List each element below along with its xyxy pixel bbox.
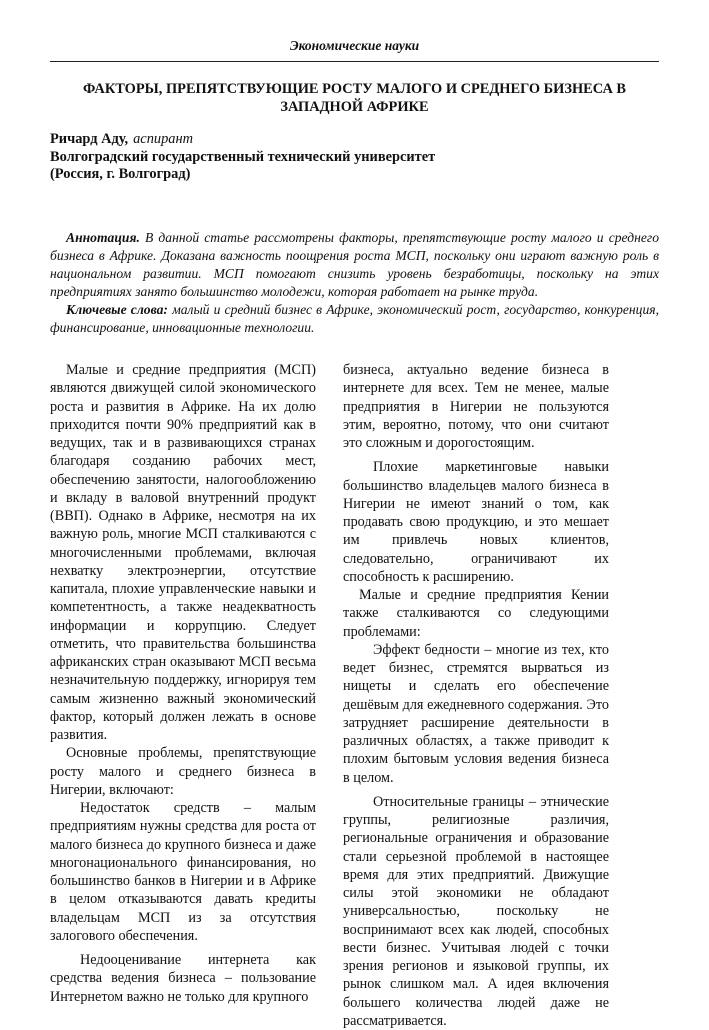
keywords-text: малый и средний бизнес в Африке, экономический рост, государство, конкуренция, финансирование, инновационные технологии. xyxy=(50,302,659,335)
abstract-paragraph xyxy=(50,229,659,301)
running-head: Экономические науки xyxy=(289,38,420,53)
author-block xyxy=(50,131,659,184)
body-column-right xyxy=(343,361,609,1030)
body-paragraph: бизнеса, актуально ведение бизнеса в интернете для всех. Тем не менее, малые предприятия в Нигерии не пользуются этим, вероятно, потому, что они считают это сложным и дорогостоящим. xyxy=(343,362,609,451)
abstract-text: В данной статье рассмотрены факторы, препятствующие росту малого и среднего бизнеса в Африке. Доказана важность поощрения роста МСП, поскольку они играют важную роль в национальном развитии. МСП помогают снизить уровень безработицы, поскольку на этих предприятиях занято большинство молодежи, которая работает на рынке труда. xyxy=(50,230,659,299)
abstract-label: Аннотация. xyxy=(66,230,140,245)
body-paragraph: Плохие маркетинговые навыки большинство владельцев малого бизнеса в Нигерии не имеют знаний о том, как продавать свою продукцию, и это мешает им привлечь новых клиентов, следовательно, ограничивают их способность к расширению. xyxy=(343,459,609,585)
abstract xyxy=(50,229,659,337)
keywords-paragraph xyxy=(50,301,659,337)
body-paragraph: Относительные границы – этнические группы, религиозные различия, региональные ограничения и образование стали серьезной проблемой в настоящее время для этих предприятий. Движущие силы этой экономики не обладают универсальностью, поскольку не воспринимают всех как людей, способных вести бизнес. Учитывая людей с точки зрения регионов и языковой группы, их рынок слишком мал. А идея включения большего количества людей даже не рассматривается. xyxy=(343,793,609,1029)
author-role: аспирант xyxy=(133,131,194,147)
institution: Волгоградский государственный технический университет xyxy=(50,148,436,165)
article-title: ФАКТОРЫ, ПРЕПЯТСТВУЮЩИЕ РОСТУ МАЛОГО И СРЕДНЕГО БИЗНЕСА В ЗАПАДНОЙ АФРИКЕ xyxy=(82,81,627,115)
header-rule xyxy=(50,61,659,62)
body-paragraph: Основные проблемы, препятствующие росту малого и среднего бизнеса в Нигерии, включают: xyxy=(50,745,316,798)
body-paragraph: Малые и средние предприятия Кении также сталкиваются со следующими проблемами: xyxy=(343,587,609,640)
body-paragraph: Эффект бедности – многие из тех, кто ведет бизнес, стремятся вырваться из нищеты и сделать его обеспечение дешёвым для ежедневного содержания. Это затрудняет расширение деятельности в различных областях, а также приводит к плохим бытовым условия ведения бизнеса в целом. xyxy=(343,641,609,786)
body-paragraph: Недостаток средств – малым предприятиям нужны средства для роста от малого бизнеса до крупного бизнеса и даже многонационального финансирования, но большинство банков в Нигерии и в Африке в целом отказываются давать кредиты владельцам МСП из за отсутствия залогового обеспечения. xyxy=(50,800,316,944)
keywords-label: Ключевые слова: xyxy=(66,302,168,317)
location: (Россия, г. Волгоград) xyxy=(50,166,191,182)
body-column-left xyxy=(50,361,316,1006)
author-name: Ричард Аду, xyxy=(50,131,129,147)
body-paragraph: Недооценивание интернета как средства ведения бизнеса – пользование Интернетом важно не только для крупного xyxy=(50,952,316,1005)
body-paragraph: Малые и средние предприятия (МСП) являются движущей силой экономического роста и развития в Африке. На их долю приходится почти 90% предприятий как в ведущих, так и в развивающихся странах благодаря созданию рабочих мест, обеспечению занятости, налогообложению и вкладу в валовой внутренний продукт (ВВП). Однако в Африке, несмотря на их важную роль, многие МСП сталкиваются с многочисленными проблемами, включая нехватку электроэнергии, отсутствие капитала, плохие управленческие навыки и компетентность, а также неадекватность информации и коррупцию. Следует отметить, что правительства большинства африканских стран оказывают МСП весьма незначительную поддержку, игнорируя тем самым жизненно важный экономический фактор, который должен лежать в основе развития. xyxy=(50,362,316,743)
